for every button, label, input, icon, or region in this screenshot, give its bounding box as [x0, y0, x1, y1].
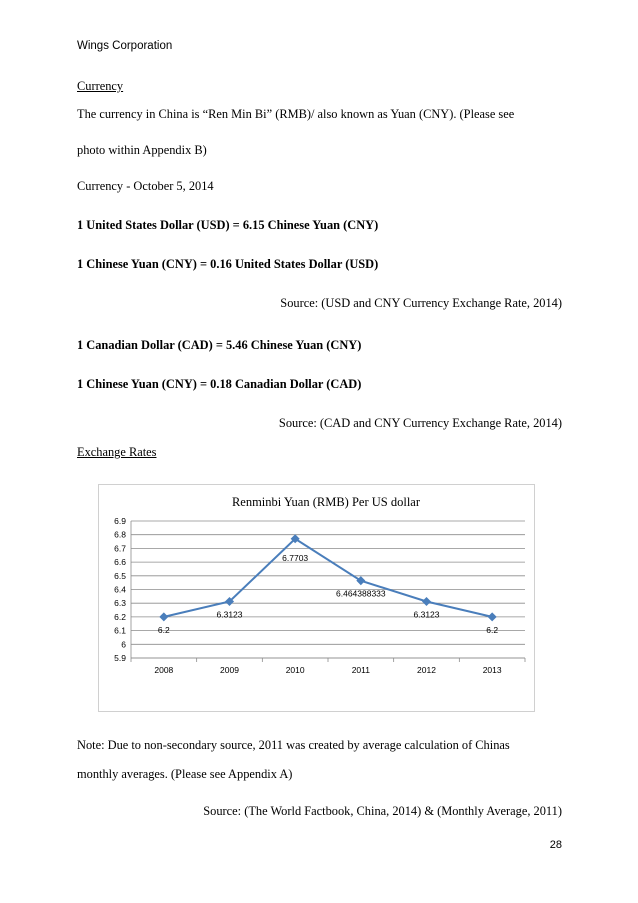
data-point	[488, 612, 497, 621]
y-tick-label: 5.9	[114, 653, 126, 663]
y-tick-label: 6.9	[114, 516, 126, 526]
x-tick-label: 2008	[154, 665, 174, 675]
chart-canvas	[99, 485, 536, 713]
running-header: Wings Corporation	[77, 40, 173, 52]
y-tick-label: 6.2	[114, 611, 126, 622]
currency-heading: Currency	[77, 79, 124, 93]
x-tick-label: 2013	[482, 665, 502, 675]
y-tick-label: 6	[121, 639, 126, 650]
cny-to-cad-rate: 1 Chinese Yuan (CNY) = 0.18 Canadian Dollar (CAD)	[77, 377, 362, 391]
intro-line-1: The currency in China is “Ren Min Bi” (RMB)/ also known as Yuan (CNY). (Please see	[77, 107, 515, 121]
currency-date: Currency - October 5, 2014	[77, 179, 214, 193]
y-tick-label: 6.8	[114, 529, 126, 540]
data-point	[159, 612, 168, 621]
data-label: 6.2	[157, 624, 170, 635]
source-cad: Source: (CAD and CNY Currency Exchange Rate, 2014)	[278, 416, 562, 430]
data-point	[422, 597, 431, 606]
x-tick-label: 2010	[285, 665, 305, 675]
y-tick-label: 6.3	[114, 598, 126, 609]
usd-to-cny-rate: 1 United States Dollar (USD) = 6.15 Chinese Yuan (CNY)	[77, 218, 379, 232]
cad-to-cny-rate: 1 Canadian Dollar (CAD) = 5.46 Chinese Yuan (CNY)	[77, 338, 362, 352]
exchange-rates-heading: Exchange Rates	[77, 445, 157, 459]
y-tick-label: 6.7	[114, 543, 126, 554]
data-label: 6.2	[486, 624, 499, 635]
x-tick-label: 2009	[220, 665, 239, 675]
source-final: Source: (The World Factbook, China, 2014) & (Monthly Average, 2011)	[203, 804, 562, 818]
exchange-rate-chart	[98, 484, 535, 712]
data-label: 6.7703	[282, 552, 309, 563]
note-line-2: monthly averages. (Please see Appendix A)	[77, 767, 293, 781]
data-label: 6.3123	[413, 609, 440, 620]
y-tick-label: 6.4	[114, 584, 126, 595]
page-number: 28	[549, 839, 562, 851]
x-tick-label: 2011	[351, 665, 370, 675]
x-tick-label: 2012	[417, 665, 436, 675]
cny-to-usd-rate: 1 Chinese Yuan (CNY) = 0.16 United States Dollar (USD)	[77, 257, 379, 271]
y-tick-label: 6.6	[114, 557, 126, 568]
intro-line-2: photo within Appendix B)	[77, 143, 207, 157]
note-line-1: Note: Due to non-secondary source, 2011 was created by average calculation of Chinas	[77, 738, 510, 752]
series-line	[164, 539, 492, 617]
chart-title: Renminbi Yuan (RMB) Per US dollar	[231, 495, 421, 509]
y-tick-label: 6.5	[114, 570, 126, 581]
data-label: 6.464388333	[336, 588, 386, 599]
source-usd: Source: (USD and CNY Currency Exchange Rate, 2014)	[280, 296, 562, 310]
data-label: 6.3123	[216, 609, 243, 620]
y-tick-label: 6.1	[114, 625, 126, 636]
